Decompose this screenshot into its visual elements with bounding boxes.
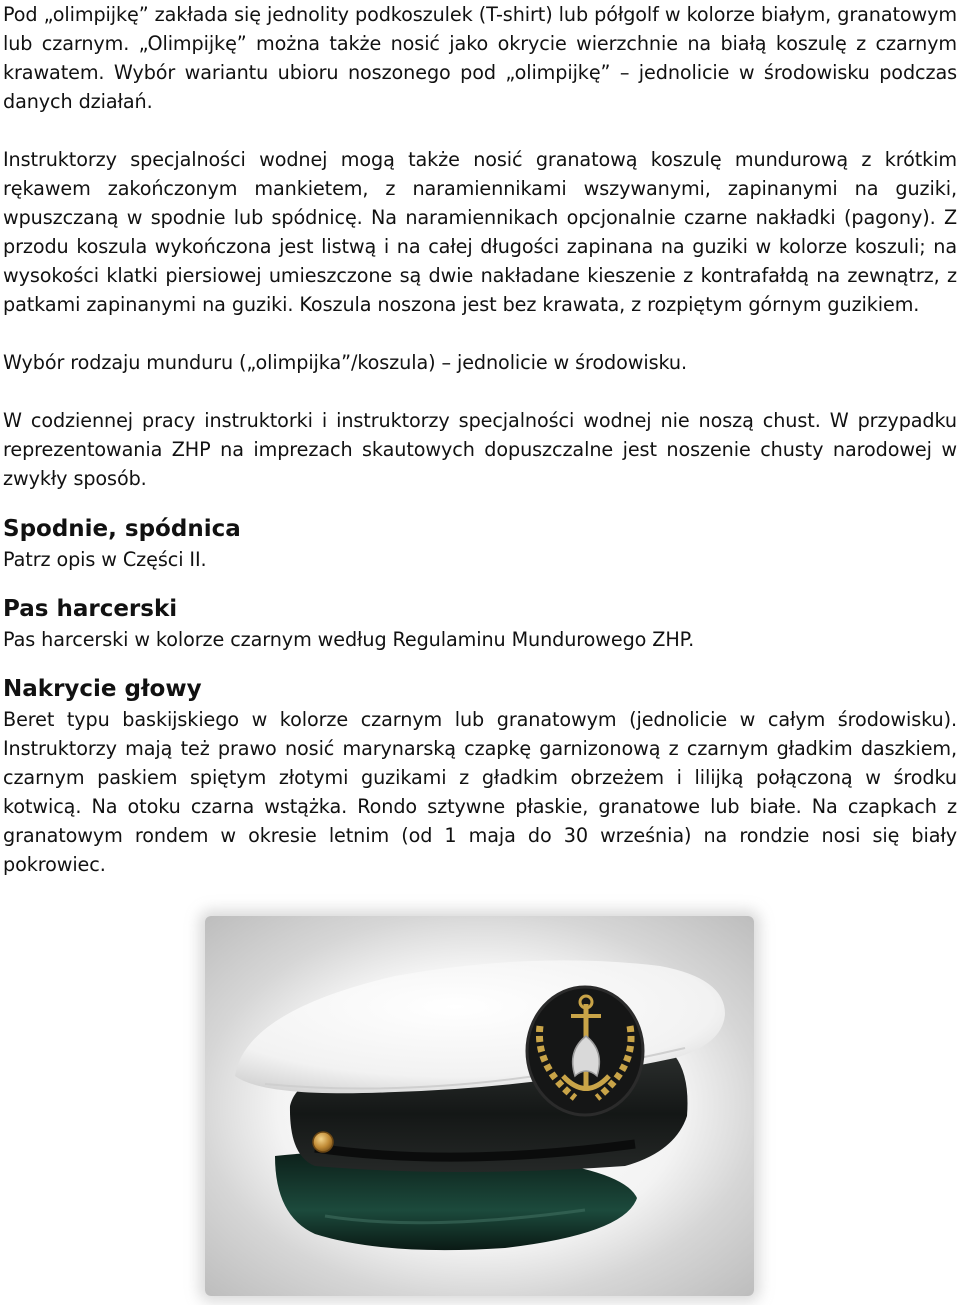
document-page xyxy=(3,0,957,879)
text-pas: Pas harcerski w kolorze czarnym według Regulaminu Mundurowego ZHP. xyxy=(3,628,695,651)
heading-pas: Pas harcerski xyxy=(3,596,178,622)
naval-cap-photo xyxy=(205,916,754,1296)
cap-button xyxy=(313,1132,333,1152)
naval-cap-illustration xyxy=(205,916,754,1296)
heading-spodnie: Spodnie, spódnica xyxy=(3,516,241,542)
paragraph-olimpijka: Pod „olimpijkę” zakłada się jednolity podkoszulek (T-shirt) lub półgolf w kolorze białym, granatowym lub czarnym. „Olimpijkę” można także nosić jako okrycie wierzchnie na białą koszulę z czarnym krawatem. Wybór wariantu ubioru noszonego pod „olimpijkę” – jednolicie w środowisku podczas danych działań. xyxy=(3,3,957,113)
heading-nakrycie: Nakrycie głowy xyxy=(3,676,202,702)
paragraph-chusty: W codziennej pracy instruktorki i instruktorzy specjalności wodnej nie noszą chust. W przypadku reprezentowania ZHP na imprezach skautowych dopuszczalne jest noszenie chusty narodowej w zwykły sposób. xyxy=(3,409,957,490)
paragraph-koszula: Instruktorzy specjalności wodnej mogą także nosić granatową koszulę mundurową z krótkim rękawem zakończonym mankietem, z naramiennikami wszywanymi, zapinanymi na guziki, wpuszczaną w spodnie lub spódnicę. Na naramiennikach opcjonalnie czarne nakładki (pagony). Z przodu koszula wykończona jest listwą i na całej długości zapinana na guziki w kolorze koszuli; na wysokości klatki piersiowej umieszczone są dwie nakładane kieszenie z kontrafałdą na zewnątrz, z patkami zapinanymi na guziki. Koszula noszona jest bez krawata, z rozpiętym górnym guzikiem. xyxy=(3,148,957,316)
paragraph-wybor: Wybór rodzaju munduru („olimpijka”/koszula) – jednolicie w środowisku. xyxy=(3,351,687,374)
text-spodnie: Patrz opis w Części II. xyxy=(3,548,207,571)
text-nakrycie: Beret typu baskijskiego w kolorze czarnym lub granatowym (jednolicie w całym środowisku). Instruktorzy mają też prawo nosić marynarską czapkę garnizonową z czarnym gładkim daszkiem, czarnym paskiem spiętym złotymi guzikami z gładkim obrzeżem i lilijką połączoną w środku kotwicą. Na otoku czarna wstążka. Rondo sztywne płaskie, granatowe lub białe. Na czapkach z granatowym rondem w okresie letnim (od 1 maja do 30 września) na rondzie nosi się biały pokrowiec. xyxy=(3,708,957,876)
